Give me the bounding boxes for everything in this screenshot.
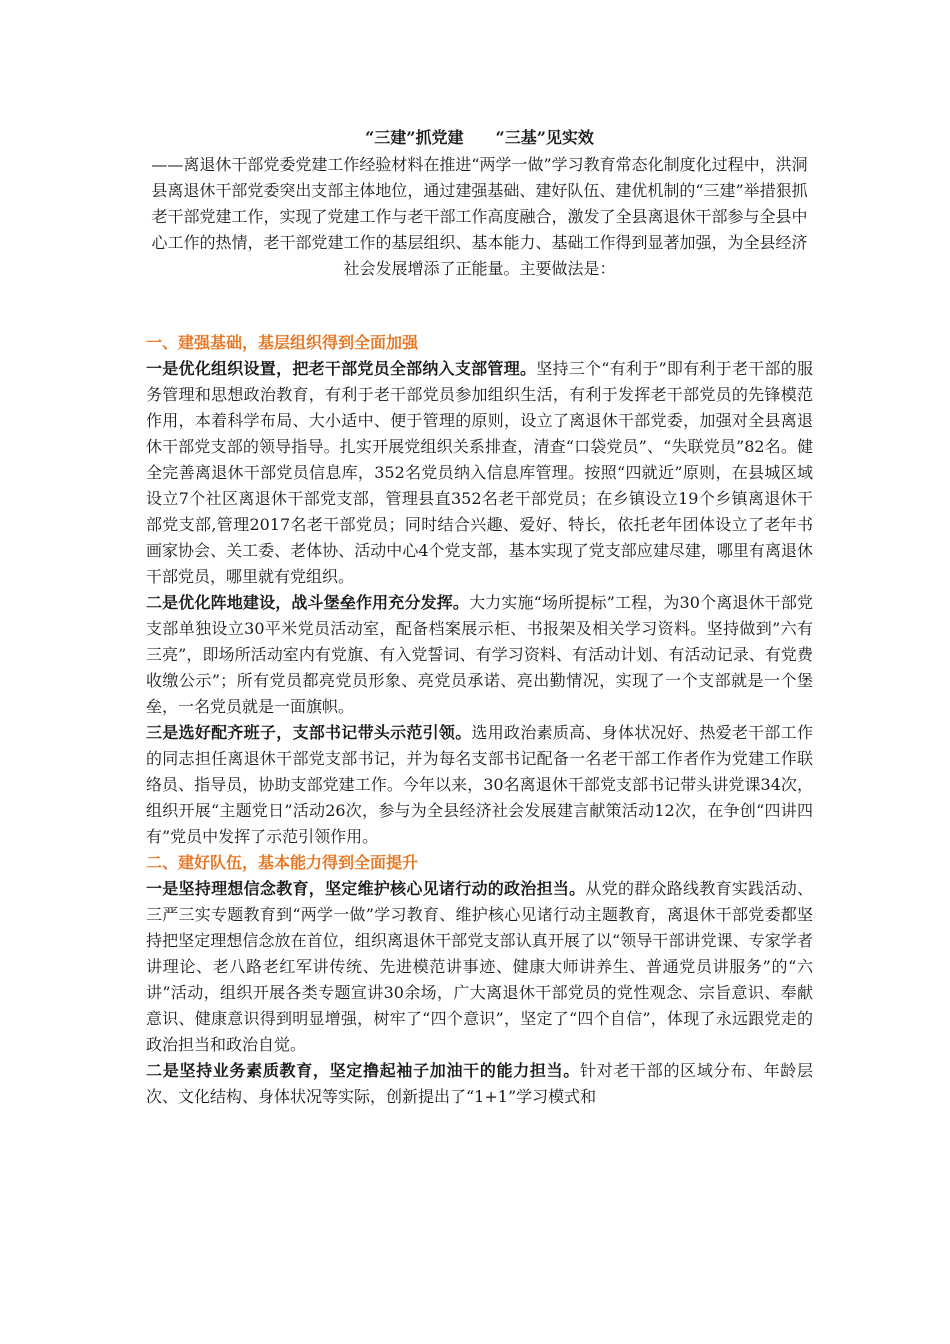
paragraph-text: 选用政治素质高、身体状况好、热爱老干部工作的同志担任离退休干部党支部书记，并为每名支部书记配备一名老干部工作者作为党建工作联络员、指导员，协助支部党建工作。今年以来，30名离退休干部党支部书记带头讲党课34次，组织开展“主题党日”活动26次，参与为全县经济社会发展建言献策活动12次，在争创“四讲四有”党员中发挥了示范引领作用。 — [146, 723, 813, 846]
section-heading: 二、建好队伍，基本能力得到全面提升 — [146, 853, 419, 872]
document-intro: ——离退休干部党委党建工作经验材料在推进“两学一做”学习教育常态化制度化过程中，洪洞县离退休干部党委突出支部主体地位，通过建强基础、建好队伍、建优机制的“三建”举措狠抓老干部党建工作，实现了党建工作与老干部工作高度融合，激发了全县离退休干部参与全县中心工作的热情，老干部党建工作的基层组织、基本能力、基础工作得到显著加强，为全县经济社会发展增添了正能量。主要做法是： — [151, 155, 808, 278]
paragraph-lead: 二是优化阵地建设，战斗堡垒作用充分发挥。 — [146, 593, 470, 612]
paragraph-text: 坚持三个“有利于”即有利于老干部的服务管理和思想政治教育，有利于老干部党员参加组织生活，有利于发挥老干部党员的先锋模范作用，本着科学布局、大小适中、便于管理的原则，设立了离退休干部党委，加强对全县离退休干部党支部的领导指导。扎实开展党组织关系排查，清查“口袋党员”、“失联党员”82名。健全完善离退休干部党员信息库，352名党员纳入信息库管理。按照“四就近”原则，在县城区域设立7个社区离退休干部党支部，管理县直352名老干部党员；在乡镇设立19个乡镇离退休干部党支部,管理2017名老干部党员；同时结合兴趣、爱好、特长，依托老年团体设立了老年书画家协会、关工委、老体协、活动中心4个党支部，基本实现了党支部应建尽建，哪里有离退休干部党员，哪里就有党组织。 — [146, 359, 813, 586]
section-heading: 一、建强基础，基层组织得到全面加强 — [146, 333, 419, 352]
document-page — [146, 126, 813, 1110]
paragraph-lead: 一是坚持理想信念教育，坚定维护核心见诸行动的政治担当。 — [146, 879, 586, 898]
paragraph — [146, 720, 813, 850]
paragraph — [146, 356, 813, 590]
paragraph — [146, 1058, 813, 1110]
paragraph-text: 针对老干部的区域分布、年龄层次、文化结构、身体状况等实际，创新提出了“1+1”学习模式和 — [146, 1061, 813, 1106]
section-2 — [146, 850, 813, 1110]
spacer — [146, 282, 813, 330]
paragraph-lead: 三是选好配齐班子，支部书记带头示范引领。 — [146, 723, 472, 742]
paragraph-lead: 一是优化组织设置，把老干部党员全部纳入支部管理。 — [146, 359, 537, 378]
paragraph-text: 大力实施“场所提标”工程，为30个离退休干部党支部单独设立30平米党员活动室，配备档案展示柜、书报架及相关学习资料。坚持做到”六有三亮”，即场所活动室内有党旗、有入党誓词、有学习资料、有活动计划、有活动记录、有党费收缴公示”；所有党员都亮党员形象、亮党员承诺、亮出勤情况，实现了一个支部就是一个堡垒，一名党员就是一面旗帜。 — [146, 593, 813, 716]
paragraph — [146, 876, 813, 1058]
paragraph-text: 从党的群众路线教育实践活动、三严三实专题教育到“两学一做”学习教育、维护核心见诸行动主题教育，离退休干部党委都坚持把坚定理想信念放在首位，组织离退休干部党支部认真开展了以“领导干部讲党课、专家学者讲理论、老八路老红军讲传统、先进模范讲事迹、健康大师讲养生、普通党员讲服务”的“六讲”活动，组织开展各类专题宣讲30余场，广大离退休干部党员的党性观念、宗旨意识、奉献意识、健康意识得到明显增强，树牢了“四个意识”，坚定了“四个自信”，体现了永远跟党走的政治担当和政治自觉。 — [146, 879, 813, 1054]
section-1 — [146, 330, 813, 850]
paragraph — [146, 590, 813, 720]
paragraph-lead: 二是坚持业务素质教育，坚定撸起袖子加油干的能力担当。 — [146, 1061, 580, 1080]
document-title: “三建”抓党建 “三基”见实效 — [365, 128, 594, 147]
